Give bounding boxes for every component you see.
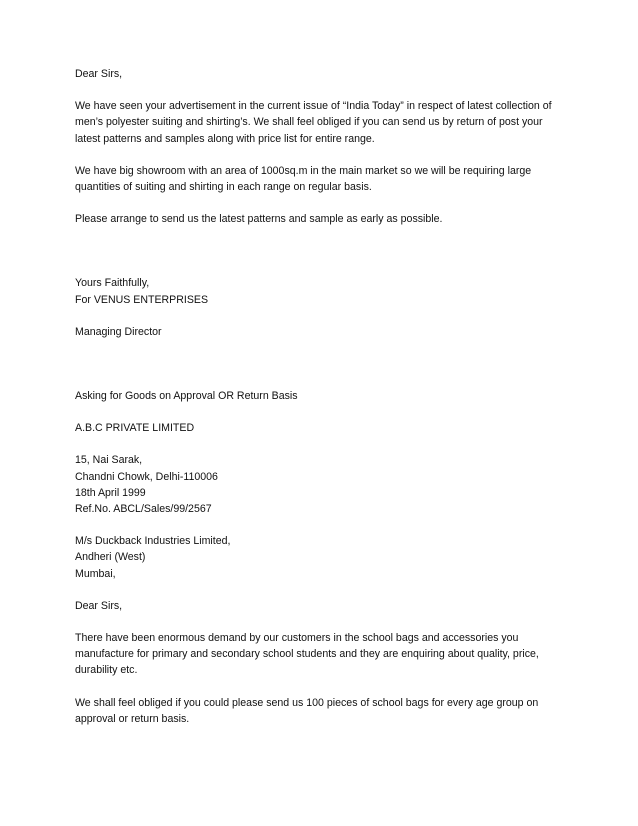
text-line: Please arrange to send us the latest patterns and sample as early as possible.: [75, 213, 443, 226]
text-line: latest patterns and samples along with price list for entire range.: [75, 132, 375, 145]
letter1-paragraph-3: [75, 211, 570, 227]
letter1-paragraph-1: [75, 98, 570, 147]
text-line: We have big showroom with an area of 1000sq.m in the main market so we will be requiring large: [75, 164, 532, 177]
text-line: men’s polyester suiting and shirting’s. We shall feel obliged if you can send us by return of post your: [75, 116, 543, 129]
letter2-salutation: Dear Sirs,: [75, 599, 123, 612]
letter1-salutation: Dear Sirs,: [75, 68, 123, 80]
letter1-designation: Managing Director: [75, 325, 162, 338]
recipient-line: M/s Duckback Industries Limited,: [75, 535, 231, 548]
letter2-recipient-block: [75, 533, 570, 582]
letter1-paragraph-2: [75, 163, 570, 195]
text-line: We have seen your advertisement in the current issue of “India Today” in respect of latest collection of: [75, 100, 552, 113]
text-line: quantities of suiting and shirting in each range on regular basis.: [75, 181, 372, 194]
address-line: 15, Nai Sarak,: [75, 454, 143, 467]
letter1-closing: Yours Faithfully,: [75, 277, 150, 290]
text-line: There have been enormous demand by our customers in the school bags and accessories you: [75, 632, 519, 645]
text-line: manufacture for primary and secondary school students and they are enquiring about quality, price,: [75, 648, 539, 661]
letter1-signatory: For VENUS ENTERPRISES: [75, 293, 209, 306]
letter2-sender-name: A.B.C PRIVATE LIMITED: [75, 422, 195, 435]
letter2-paragraph-1: [75, 630, 570, 679]
text-line: We shall feel obliged if you could please send us 100 pieces of school bags for every age group on: [75, 696, 539, 709]
letter-date: 18th April 1999: [75, 486, 146, 499]
address-line: Chandni Chowk, Delhi-110006: [75, 470, 218, 483]
document-page: [75, 66, 570, 727]
letter2-paragraph-2: [75, 695, 570, 727]
reference-number: Ref.No. ABCL/Sales/99/2567: [75, 503, 212, 516]
text-line: approval or return basis.: [75, 712, 190, 725]
recipient-line: Mumbai,: [75, 567, 116, 580]
recipient-line: Andheri (West): [75, 551, 146, 564]
letter2-sender-block: [75, 452, 570, 517]
letter2-heading: Asking for Goods on Approval OR Return Basis: [75, 390, 298, 403]
text-line: durability etc.: [75, 664, 138, 677]
